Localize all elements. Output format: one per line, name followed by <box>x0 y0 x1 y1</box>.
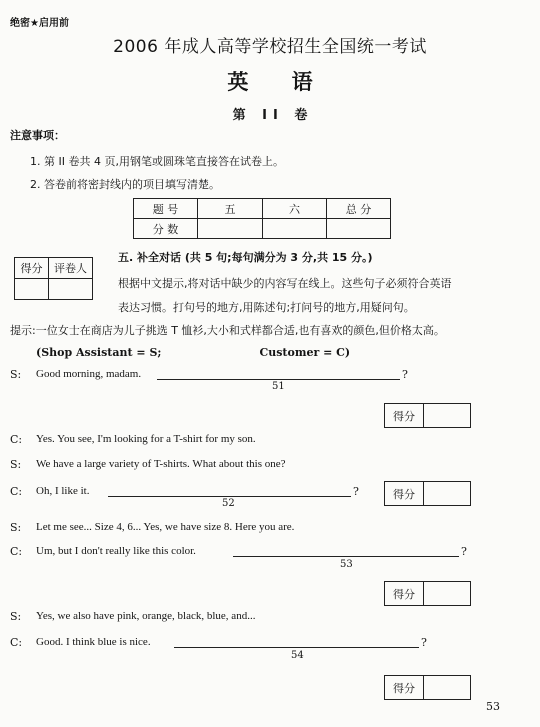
dialogue-line: Um, but I don't really like this color. <box>36 545 196 557</box>
volume-title: 第 II 卷 <box>232 108 314 123</box>
table-header-cell: 五 <box>198 199 263 219</box>
grader-score-label: 得分 <box>15 258 49 279</box>
speaker-label: C: <box>10 545 23 558</box>
role-legend <box>36 346 350 359</box>
dialogue-line: Yes. You see, I'm looking for a T-shirt for my son. <box>36 433 256 445</box>
speaker-label: C: <box>10 433 23 446</box>
subject-title: 英 语 <box>227 70 331 94</box>
score-box <box>384 581 471 606</box>
speaker-label: C: <box>10 636 23 649</box>
score-box-label: 得分 <box>385 404 424 427</box>
score-box-field[interactable] <box>424 404 470 427</box>
confidential-mark: 绝密★启用前 <box>10 18 69 29</box>
table-row-label: 分 数 <box>134 219 198 239</box>
speaker-label: S: <box>10 458 22 471</box>
score-box-field[interactable] <box>424 482 470 505</box>
score-box-label: 得分 <box>385 676 424 699</box>
dialogue-line: Good morning, madam. <box>36 368 142 380</box>
note-item: 1. 第 II 卷共 4 页,用钢笔或圆珠笔直接答在试卷上。 <box>30 155 284 168</box>
dialogue-line: Good. I think blue is nice. <box>36 636 151 648</box>
question-mark: ? <box>461 545 467 558</box>
dialogue-hint: 提示:一位女士在商店为儿子挑选 T 恤衫,大小和式样都合适,也有喜欢的颜色,但价格太高。 <box>10 324 445 337</box>
score-box <box>384 403 471 428</box>
score-box-label: 得分 <box>385 582 424 605</box>
question-number: 53 <box>340 559 353 570</box>
note-item: 2. 答卷前将密封线内的项目填写清楚。 <box>30 178 220 191</box>
dialogue-line: Oh, I like it. <box>36 485 90 497</box>
answer-blank-53[interactable] <box>233 556 459 557</box>
section-instructions: 根据中文提示,将对话中缺少的内容写在线上。这些句子必须符合英语 <box>118 277 452 290</box>
score-cell[interactable] <box>327 219 391 239</box>
score-box-field[interactable] <box>424 676 470 699</box>
dialogue-line: We have a large variety of T-shirts. What about this one? <box>36 458 286 470</box>
table-header-cell: 六 <box>263 199 327 219</box>
score-cell[interactable] <box>198 219 263 239</box>
speaker-label: S: <box>10 610 22 623</box>
question-mark: ? <box>421 636 427 649</box>
score-summary-table <box>133 198 391 239</box>
role-customer: Customer = C) <box>259 346 351 359</box>
exam-title: 2006 年成人高等学校招生全国统一考试 <box>113 37 427 57</box>
dialogue-line: Yes, we also have pink, orange, black, blue, and... <box>36 610 256 622</box>
question-number: 54 <box>291 650 304 661</box>
table-header-cell: 总 分 <box>327 199 391 219</box>
answer-blank-54[interactable] <box>174 647 419 648</box>
grader-score-cell[interactable] <box>15 279 49 300</box>
section-title: 五. 补全对话 (共 5 句;每句满分为 3 分,共 15 分。) <box>118 251 373 264</box>
score-box <box>384 481 471 506</box>
speaker-label: S: <box>10 368 22 381</box>
score-box <box>384 675 471 700</box>
section-instructions: 表达习惯。打句号的地方,用陈述句;打问号的地方,用疑问句。 <box>118 301 415 314</box>
grader-reviewer-cell[interactable] <box>49 279 93 300</box>
question-mark: ? <box>402 368 408 381</box>
role-assistant: (Shop Assistant = S; <box>36 346 162 359</box>
question-number: 52 <box>222 498 235 509</box>
speaker-label: S: <box>10 521 22 534</box>
question-mark: ? <box>353 485 359 498</box>
answer-blank-52[interactable] <box>108 496 351 497</box>
dialogue-line: Let me see... Size 4, 6... Yes, we have size 8. Here you are. <box>36 521 295 533</box>
answer-blank-51[interactable] <box>157 379 400 380</box>
score-cell[interactable] <box>263 219 327 239</box>
question-number: 51 <box>272 381 285 392</box>
score-box-label: 得分 <box>385 482 424 505</box>
grader-table <box>14 257 93 300</box>
grader-reviewer-label: 评卷人 <box>49 258 93 279</box>
page-number: 53 <box>486 700 500 713</box>
speaker-label: C: <box>10 485 23 498</box>
table-header-cell: 题 号 <box>134 199 198 219</box>
score-box-field[interactable] <box>424 582 470 605</box>
notes-heading: 注意事项： <box>10 129 65 142</box>
